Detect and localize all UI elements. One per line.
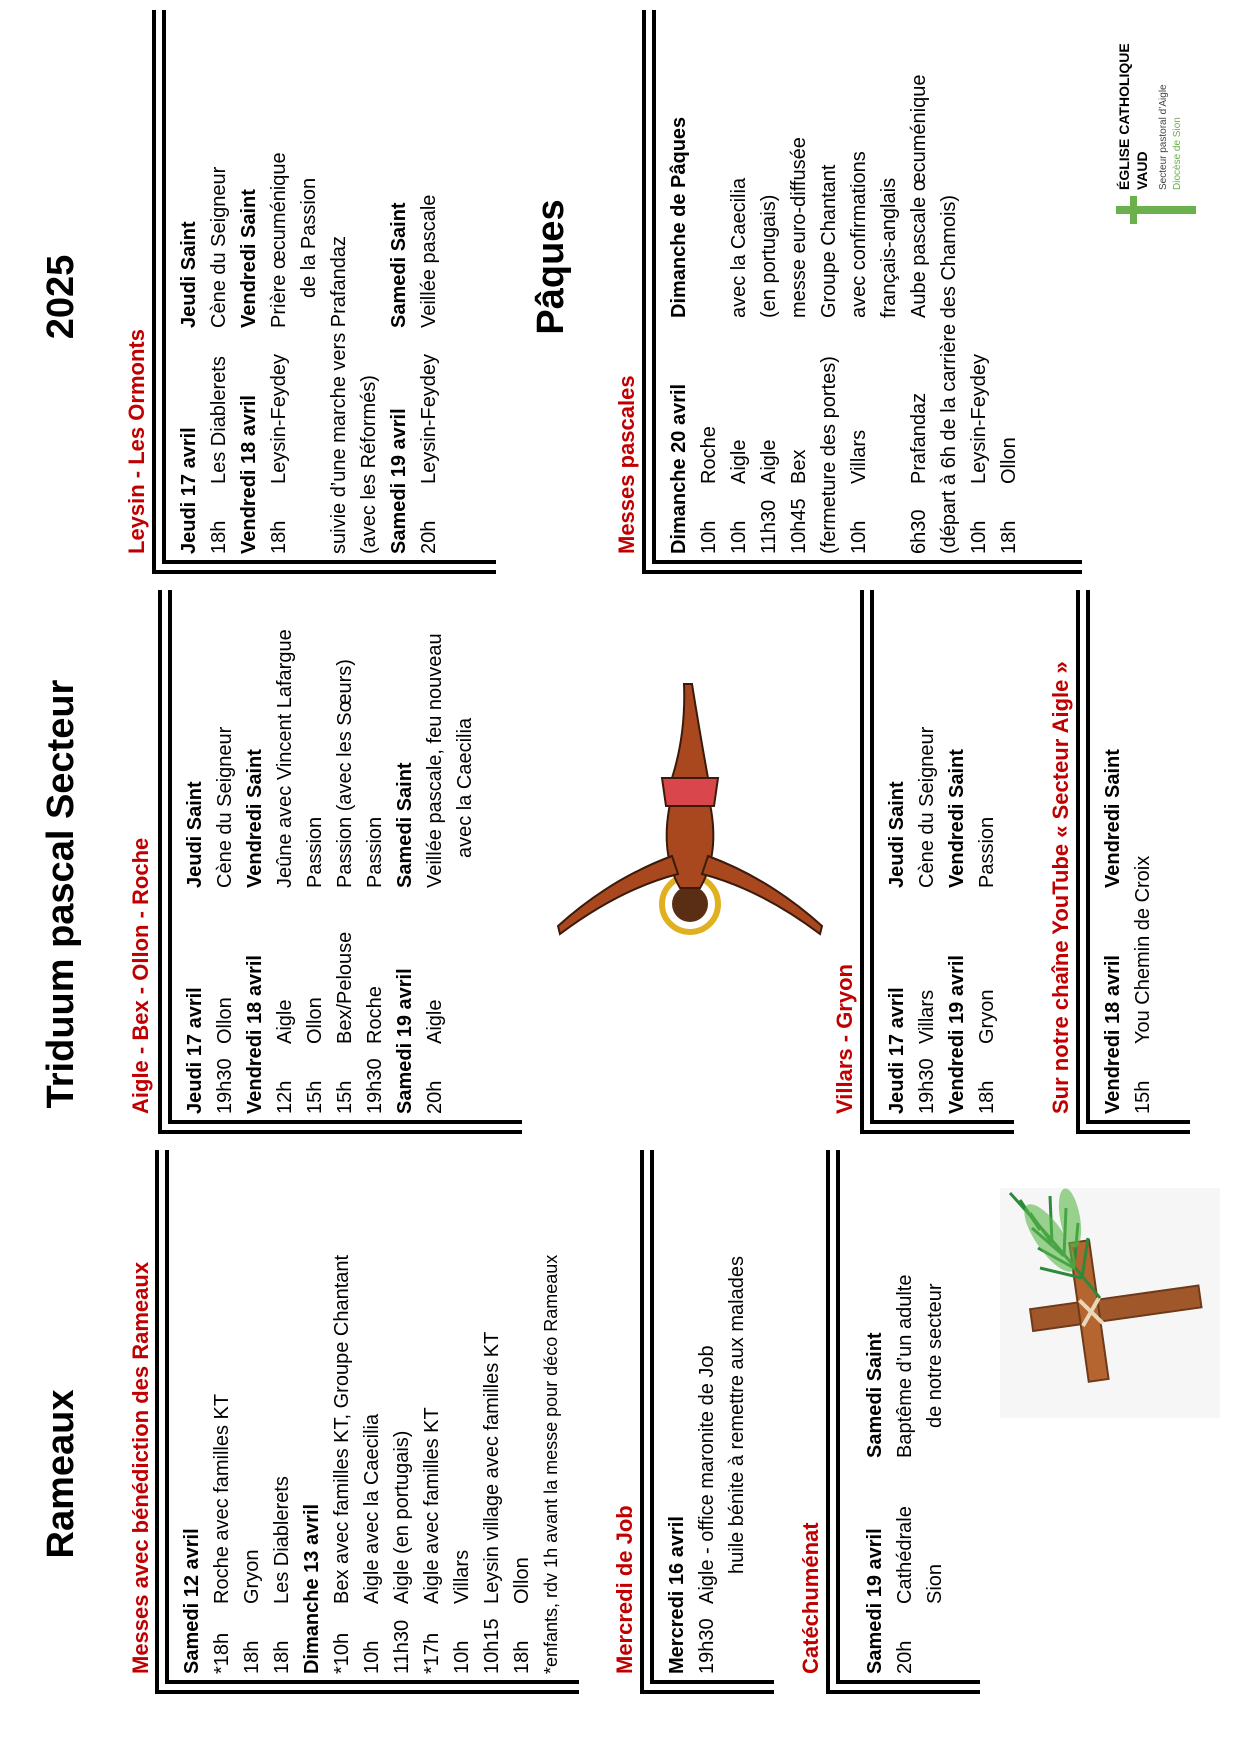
aigle-lab3: Samedi Saint — [394, 762, 416, 888]
catech-desc1: Baptême d’un adulte — [894, 1274, 916, 1458]
catech-box — [826, 1150, 980, 1694]
schedule-row: 18h Gryon — [976, 989, 998, 1114]
aigle-heading: Aigle - Bex - Ollon - Roche — [128, 837, 153, 1114]
villars-heading: Villars - Gryon — [832, 964, 857, 1114]
logo-line4: Diocèse de Sion — [1172, 117, 1183, 190]
logo-line3: Secteur pastoral d’Aigle — [1158, 84, 1169, 190]
schedule-row: *18h Roche avec familles KT — [211, 1393, 233, 1674]
logo-line2: VAUD — [1134, 151, 1150, 190]
title-triduum: Triduum pascal Secteur — [40, 679, 82, 1109]
schedule-row: 11h30 Aigle (en portugais) — [391, 1430, 413, 1674]
crucifix-image — [540, 674, 840, 974]
schedule-row: 19h30 Roche — [364, 986, 386, 1114]
catech-day: Samedi 19 avril — [864, 1528, 886, 1674]
logo-line1: ÉGLISE CATHOLIQUE — [1116, 43, 1132, 190]
rameaux-note: *enfants, rdv 1h avant la messe pour déco Rameaux — [541, 1254, 561, 1674]
rameaux-heading: Messes avec bénédiction des Rameaux — [128, 1261, 153, 1674]
job-box — [640, 1150, 774, 1694]
villars-box: Jeudi 17 avril 19h30 Villars Vendredi 19 avril 18h Gryon Jeudi Saint Cène du Seigneur Vendredi Saint Passion — [860, 590, 1014, 1134]
leysin-lab3: Samedi Saint — [388, 202, 410, 328]
youtube-box — [1076, 590, 1190, 1134]
leysin-heading: Leysin - Les Ormonts — [124, 329, 149, 554]
paques-heading: Messes pascales — [614, 375, 639, 554]
cross-logo-icon — [1116, 196, 1196, 224]
aigle-box: Jeudi 17 avril 19h30 Ollon Jeudi Saint Cène du Seigneur Vendredi 18 avril 12h Aigle 15h Ollon 15h Bex/Pelouse 19h30 Roche Vendredi Saint Jeûne avec Vincent Lafargue Passion Passion (avec les Sœurs) Passion Samedi 19 avril 20h Aigle Samedi Saint Veillée pascale, feu nouveau avec la Caecilia — [158, 590, 522, 1134]
title-rameaux: Rameaux — [40, 1389, 82, 1559]
paques-label: Dimanche de Pâques — [668, 116, 690, 318]
youtube-day: Vendredi 18 avril — [1102, 955, 1124, 1114]
aigle-day2: Vendredi 18 avril — [244, 955, 266, 1114]
schedule-row: (fermeture des portes) Groupe Chantant — [818, 164, 840, 554]
schedule-row: 18h Gryon — [241, 1549, 263, 1674]
rameaux-day1: Samedi 12 avril — [181, 1528, 203, 1674]
catech-label: Samedi Saint — [864, 1332, 886, 1458]
leysin-box: Jeudi 17 avril 18h Les Diablerets Vendredi 18 avril 18h Leysin-Feydey Jeudi Saint Cène du Seigneur Vendredi Saint Prière œcuménique de la Passion suivie d’une marche vers Prafandaz (avec les Réformés) Samedi 19 avril 20h Leysin-Feydey Samedi Saint Veillée pascale — [152, 10, 496, 574]
title-year: 2025 — [40, 254, 82, 340]
schedule-row: 20h Aigle — [424, 999, 446, 1114]
schedule-row: 11h30 Aigle (en portugais) — [758, 194, 780, 554]
schedule-row: 18h Leysin-Feydey — [268, 353, 290, 554]
palm-cross-image — [1000, 1188, 1220, 1418]
rameaux-box — [155, 1150, 579, 1694]
villars-lab2: Vendredi Saint — [946, 749, 968, 888]
schedule-row: huile bénite à remettre aux malades — [726, 1256, 748, 1574]
leysin-day2: Vendredi 18 avril — [238, 395, 260, 554]
rameaux-rows2 — [327, 1150, 537, 1674]
schedule-row: 19h30 Aigle - office maronite de Job — [696, 1345, 718, 1674]
schedule-row: 15h You Chemin de Croix — [1132, 855, 1154, 1114]
leysin-lab2: Vendredi Saint — [238, 189, 260, 328]
catech-heading: Catéchuménat — [798, 1522, 823, 1674]
leysin-walk1: suivie d’une marche vers Prafandaz — [328, 236, 350, 554]
job-day: Mercredi 16 avril — [666, 1516, 688, 1674]
church-logo — [1110, 24, 1210, 224]
youtube-heading: Sur notre chaîne YouTube « Secteur Aigle » — [1048, 661, 1073, 1114]
schedule-row: 10h Aigle avec la Caecilia — [361, 1413, 383, 1674]
schedule-row: *10h Bex avec familles KT, Groupe Chantant — [331, 1254, 353, 1674]
schedule-row: 18h Les Diablerets — [208, 356, 230, 554]
schedule-row: 10h45 Bex messe euro-diffusée — [788, 137, 810, 554]
job-heading: Mercredi de Job — [612, 1505, 637, 1674]
rameaux-day2: Dimanche 13 avril — [301, 1503, 323, 1674]
villars-day1: Jeudi 17 avril — [886, 987, 908, 1114]
aigle-day1: Jeudi 17 avril — [184, 987, 206, 1114]
schedule-row: 15h Ollon — [304, 997, 326, 1114]
schedule-row: 20h Cathédrale — [894, 1506, 916, 1674]
leysin-walk2: (avec les Réformés) — [358, 375, 380, 554]
schedule-row: 10h Leysin-Feydey — [968, 353, 990, 554]
catech-desc2: de notre secteur — [924, 1283, 946, 1428]
villars-day2: Vendredi 19 avril — [946, 955, 968, 1114]
schedule-row: 10h Aigle avec la Caecilia — [728, 177, 750, 554]
schedule-row: 6h30 Prafandaz Aube pascale œcuménique — [908, 74, 930, 554]
villars-lab1: Jeudi Saint — [886, 781, 908, 888]
schedule-row: 12h Aigle — [274, 999, 296, 1114]
paques-box — [642, 10, 1082, 574]
schedule-row: 10h Villars avec confirmations — [848, 151, 870, 554]
schedule-row: 19h30 Villars — [916, 989, 938, 1114]
title-paques: Pâques — [530, 199, 572, 335]
schedule-row: 20h Leysin-Feydey — [418, 353, 440, 554]
schedule-row: 18h Ollon — [511, 1557, 533, 1674]
paques-day: Dimanche 20 avril — [668, 383, 690, 554]
schedule-row: 19h30 Ollon — [214, 997, 236, 1114]
leysin-lab1: Jeudi Saint — [178, 221, 200, 328]
schedule-row: Sion — [924, 1563, 946, 1604]
schedule-row: 15h Bex/Pelouse — [334, 931, 356, 1114]
schedule-row: français-anglais — [878, 177, 900, 318]
leysin-day3: Samedi 19 avril — [388, 408, 410, 554]
rameaux-rows1 — [207, 1150, 297, 1674]
aigle-day3: Samedi 19 avril — [394, 968, 416, 1114]
youtube-label: Vendredi Saint — [1102, 749, 1124, 888]
schedule-row: 18h Ollon — [998, 437, 1020, 554]
aigle-lab1: Jeudi Saint — [184, 781, 206, 888]
aigle-lab2: Vendredi Saint — [244, 749, 266, 888]
schedule-row: *17h Aigle avec familles KT — [421, 1407, 443, 1674]
schedule-row: 10h15 Leysin village avec familles KT — [481, 1331, 503, 1674]
schedule-row: 18h Les Diablerets — [271, 1476, 293, 1674]
leysin-day1: Jeudi 17 avril — [178, 427, 200, 554]
schedule-row: 10h Villars — [451, 1549, 473, 1674]
schedule-row: 10h Roche — [698, 426, 720, 554]
schedule-row: (départ à 6h de la carrière des Chamois) — [938, 194, 960, 554]
